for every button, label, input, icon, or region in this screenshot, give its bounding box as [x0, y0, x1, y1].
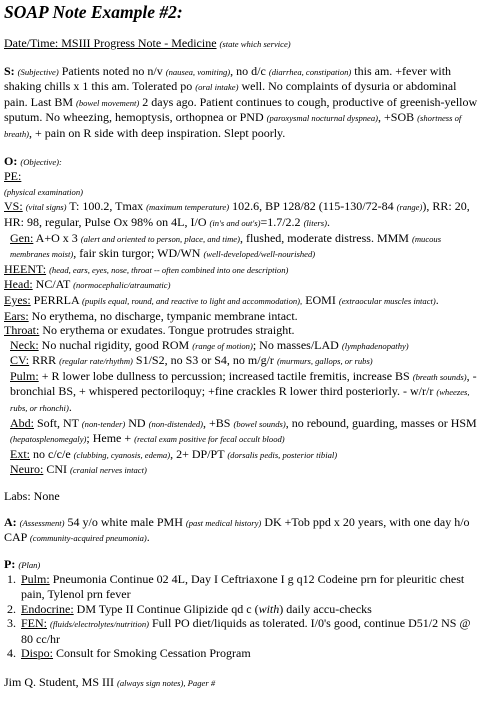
item-label: HEENT: — [4, 261, 47, 276]
item-label: FEN: — [21, 616, 48, 631]
exam-finding — [4, 309, 478, 324]
abbrev-note: (oral intake) — [195, 82, 239, 93]
subjective-label: S: — [4, 63, 15, 78]
abbrev-note: (clubbing, cyanosis, edema) — [73, 449, 171, 460]
body-text: ), RR: 20, HR: 98, regular, Pulse Ox 98% on 4L, I/O — [4, 199, 470, 229]
exam-finding — [4, 369, 478, 416]
plan-heading — [4, 557, 478, 573]
body-text: . — [68, 400, 72, 415]
abbrev-note: (past medical history) — [185, 517, 262, 528]
abbrev-note: (well-developed/well-nourished) — [203, 249, 316, 260]
datetime-text: Date/Time: MSIII Progress Note - Medicine — [4, 36, 217, 50]
body-text: S1/S2, no S3 or S4, no m/g/r — [132, 353, 277, 368]
exam-finding — [4, 462, 478, 478]
datetime-line — [4, 36, 478, 52]
body-text: RRR — [29, 353, 60, 368]
abbrev-note: (diarrhea, constipation) — [268, 66, 352, 77]
exam-finding — [4, 199, 478, 230]
body-text: , 2+ DP/PT — [170, 446, 228, 461]
abbrev-note: (Assessment) — [19, 517, 65, 528]
assessment-body — [4, 515, 470, 545]
item-label: Gen: — [10, 230, 34, 245]
body-text: No erythema or exudates. Tongue protrudes straight. — [39, 323, 295, 338]
abbrev-note: (cranial nerves intact) — [70, 465, 147, 476]
plan-label: P: — [4, 556, 16, 571]
body-text: =1.7/2.2 — [260, 214, 304, 229]
signature-text: Jim Q. Student, MS III — [4, 674, 115, 689]
body-text: DM Type II Continue Glipizide qd c ( — [73, 601, 259, 616]
page-title: SOAP Note Example #2: — [4, 2, 183, 22]
exam-finding — [4, 231, 478, 262]
abbrev-note: (murmurs, gallops, or rubs) — [276, 356, 373, 367]
item-label: Abd: — [10, 415, 34, 430]
body-text: this am. +fever with shaking chills x 1 this am. Tolerated po — [4, 63, 452, 94]
abbrev-note: (shortness of breath) — [4, 113, 462, 139]
plan-item — [19, 602, 478, 617]
exam-finding — [4, 293, 478, 309]
subjective-section — [4, 64, 478, 142]
pe-heading — [4, 169, 478, 199]
body-text: , no rebound, guarding, masses or HSM — [285, 415, 477, 430]
item-label: Pulm: — [21, 572, 50, 587]
abbrev-note: (in's and out's) — [209, 217, 261, 228]
body-text: well. No complaints of dysuria or abdominal pain. Last BM — [4, 79, 457, 109]
abbrev-note: (range of motion) — [192, 340, 253, 351]
body-text: No nuchal rigidity, good ROM — [38, 337, 193, 352]
body-text: , - bronchial BS, + whispered pectoriloquy; +fine crackles R lower third posteriorly. - w/r/r — [10, 368, 477, 399]
item-label: CV: — [10, 353, 30, 368]
body-text: 54 y/o white male PMH — [64, 514, 186, 529]
item-label: Ears: — [4, 308, 29, 323]
body-text: PERRLA — [30, 292, 83, 307]
plan-section — [4, 557, 478, 661]
plan-item — [19, 616, 478, 646]
body-text: 2 days ago. Patient continues to cough, productive of greenish-yellow sputum. No wheezing, hemoptysis, orthopnea or PND — [4, 94, 478, 125]
body-text: ) daily accu-checks — [279, 601, 372, 616]
abbrev-note: (dorsalis pedis, posterior tibial) — [227, 449, 338, 460]
abbrev-note: (liters) — [303, 217, 327, 228]
abbrev-note: (bowel movement) — [76, 97, 140, 108]
objective-note: (Objective): — [20, 156, 62, 167]
body-text: + R lower lobe dullness to percussion; increased tactile fremitis, increase BS — [38, 368, 413, 383]
abbrev-note: (non-distended) — [148, 418, 203, 429]
body-text: , no d/c — [230, 63, 269, 78]
labs-line: Labs: None — [4, 489, 60, 504]
abbrev-note: (alert and oriented to person, place, and time) — [80, 233, 240, 244]
body-text: . — [146, 530, 150, 545]
abbrev-note: (mucous membranes moist) — [10, 233, 442, 260]
body-text: , +SOB — [378, 110, 418, 125]
abbrev-note: (head, ears, eyes, nose, throat -- often combined into one description) — [49, 264, 289, 275]
exam-finding — [4, 323, 478, 338]
body-text: Patients noted no n/v — [58, 63, 166, 78]
exam-finding — [4, 353, 478, 369]
body-text: Soft, NT — [34, 415, 82, 430]
item-label: Dispo: — [21, 646, 54, 661]
item-label: Head: — [4, 277, 33, 292]
item-label: Endocrine: — [21, 601, 74, 616]
item-label: Pulm: — [10, 368, 39, 383]
item-label: Eyes: — [4, 292, 31, 307]
body-text: Pneumonia Continue 02 4L, Day I Ceftriaxone I g q12 Codeine prn for pleuritic chest pain, Tylenol prn fever — [21, 572, 465, 601]
abbrev-note: (fluids/electrolytes/nutrition) — [50, 619, 149, 630]
objective-findings — [4, 199, 478, 478]
item-label: Throat: — [4, 323, 40, 338]
exam-finding — [4, 447, 478, 463]
abbrev-note: (hepatosplenomegaly) — [10, 434, 87, 445]
body-text: ; No masses/LAD — [252, 337, 342, 352]
body-text: . — [326, 214, 330, 229]
body-text: Full PO diet/liquids as tolerated. I/0's good, continue D51/2 NS @ 80 cc/hr — [21, 616, 471, 646]
body-text: ND — [125, 415, 149, 430]
body-text: 102.6, BP 128/82 (115-130/72-84 — [229, 199, 397, 214]
item-label: Ext: — [10, 446, 30, 461]
plan-item — [19, 572, 478, 601]
body-text: NC/AT — [32, 277, 74, 292]
subjective-body — [4, 64, 477, 140]
body-text: , fair skin turgor; WD/WN — [73, 246, 204, 261]
signature-line — [4, 675, 478, 691]
assessment-section — [4, 515, 478, 546]
abbrev-note: (breath sounds) — [412, 371, 467, 382]
plan-note: (Plan) — [18, 559, 41, 570]
plan-item — [19, 646, 478, 661]
body-text: ; Heme + — [86, 431, 135, 446]
abbrev-note: (regular rate/rhythm) — [59, 356, 133, 367]
plan-list — [4, 572, 478, 661]
objective-section — [4, 154, 478, 478]
datetime-note: (state which service) — [219, 39, 291, 49]
body-text: . — [435, 292, 439, 307]
abbrev-note: (community-acquired pneumonia) — [29, 533, 147, 544]
exam-finding — [4, 262, 478, 278]
abbrev-note: (nausea, vomiting) — [165, 66, 231, 77]
body-text: DK +Tob ppd x 20 years, with one day h/o CAP — [4, 514, 470, 545]
pe-label: PE: — [4, 169, 22, 184]
abbrev-note: (normocephalic/atraumatic) — [73, 280, 171, 291]
abbrev-note: (range) — [396, 202, 423, 213]
emphasis-text: with — [258, 601, 280, 616]
body-text: CNI — [43, 462, 70, 477]
pe-note: (physical examination) — [4, 186, 83, 197]
body-text: , +BS — [203, 415, 234, 430]
signature-note: (always sign notes), Pager # — [117, 677, 216, 688]
item-label: Neuro: — [10, 462, 44, 477]
abbrev-note: (non-tender) — [81, 418, 126, 429]
abbrev-note: (lymphadenopathy) — [341, 340, 409, 351]
abbrev-note: (pupils equal, round, and reactive to light and accommodation), — [82, 295, 303, 306]
abbrev-note: (maximum temperature) — [146, 202, 230, 213]
body-text: , flushed, moderate distress. MMM — [239, 230, 412, 245]
body-text: T: 100.2, Tmax — [66, 199, 147, 214]
body-text: , + pain on R side with deep inspiration. Slept poorly. — [28, 125, 286, 140]
objective-heading — [4, 154, 478, 170]
abbrev-note: (extraocular muscles intact) — [338, 295, 436, 306]
abbrev-note: (paroxysmal nocturnal dyspnea) — [266, 113, 379, 124]
body-text: Consult for Smoking Cessation Program — [53, 646, 251, 661]
abbrev-note: (Subjective) — [17, 66, 59, 77]
body-text: EOMI — [302, 292, 339, 307]
exam-finding — [4, 277, 478, 293]
abbrev-note: (rectal exam positive for fecal occult blood) — [134, 434, 285, 445]
item-label: VS: — [4, 199, 23, 214]
body-text: A+O x 3 — [33, 230, 81, 245]
exam-finding — [4, 338, 478, 354]
body-text: No erythema, no discharge, tympanic membrane intact. — [28, 308, 298, 323]
assessment-label: A: — [4, 514, 17, 529]
objective-label: O: — [4, 153, 18, 168]
item-label: Neck: — [10, 337, 39, 352]
exam-finding — [4, 416, 478, 447]
abbrev-note: (wheezes, rubs, or rhonchi) — [10, 387, 470, 414]
abbrev-note: (bowel sounds) — [233, 418, 286, 429]
abbrev-note: (vital signs) — [25, 202, 67, 213]
body-text: no c/c/e — [30, 446, 74, 461]
